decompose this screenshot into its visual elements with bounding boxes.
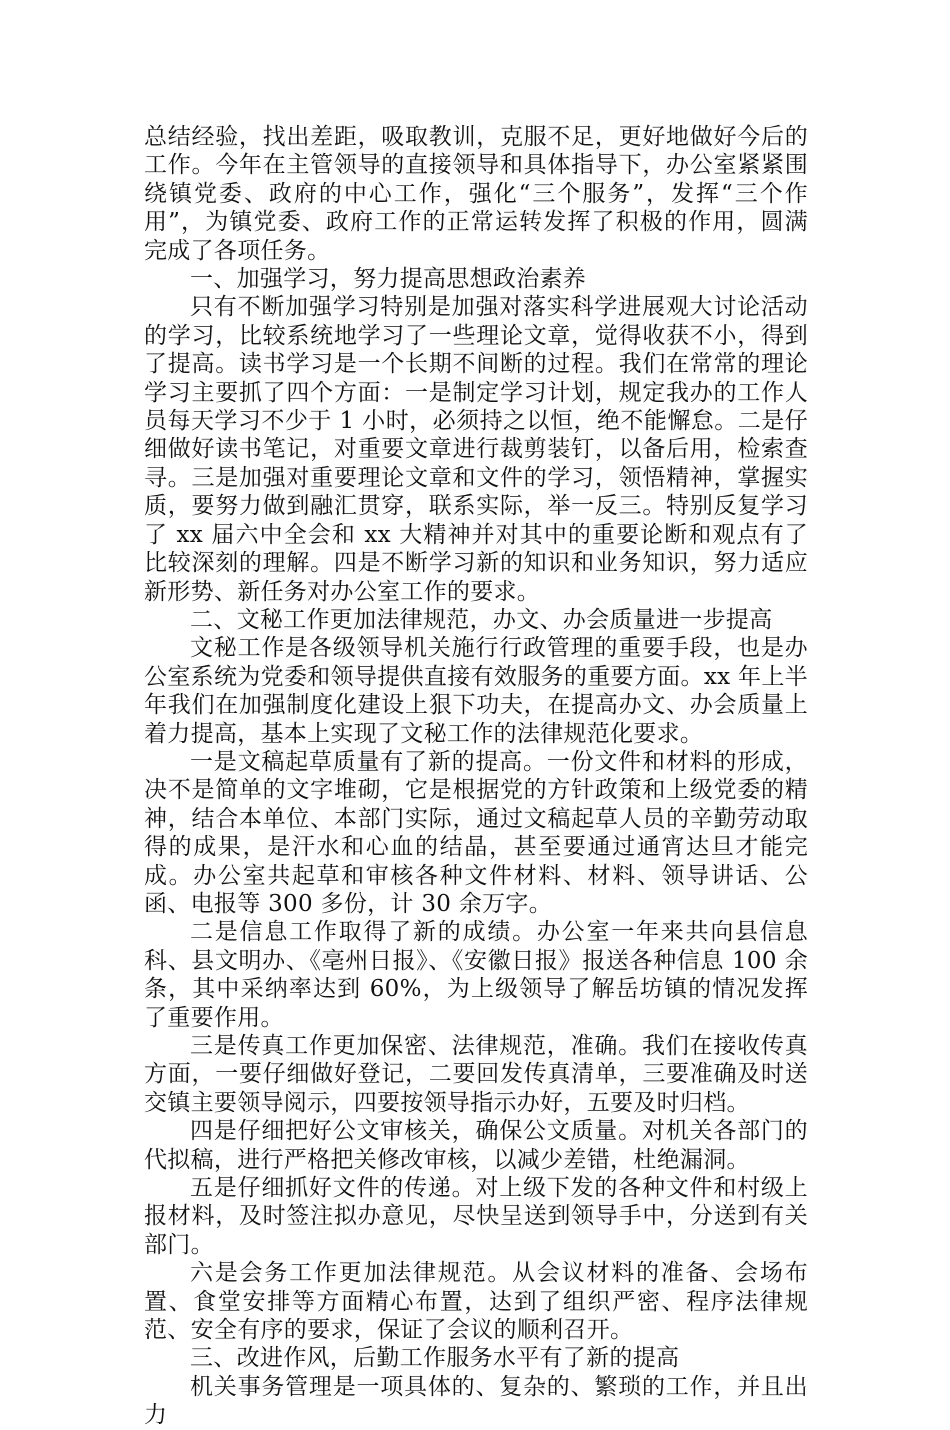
section-heading-2: 二、文秘工作更加法律规范，办文、办会质量进一步提高 (190, 606, 773, 633)
paragraph-secretarial: 文秘工作是各级领导机关施行行政管理的重要手段，也是办公室系统为党委和领导提供直接有效服务的重要方面。xx 年上半年我们在加强制度化建设上狠下功夫，在提高办文、办会质量上着力提高，基本上实现了文秘工作的法律规范化要求。 (144, 635, 808, 747)
paragraph-information: 二是信息工作取得了新的成绩。办公室一年来共向县信息科、县文明办、《亳州日报》、《安徽日报》报送各种信息 100 余条，其中采纳率达到 60%，为上级领导了解岳坊镇的情况发挥了重要作用。 (144, 919, 808, 1031)
section-heading-1: 一、加强学习，努力提高思想政治素养 (190, 266, 587, 293)
document-body (144, 123, 808, 1430)
paragraph-intro: 总结经验，找出差距，吸取教训，克服不足，更好地做好今后的工作。今年在主管领导的直接领导和具体指导下，办公室紧紧围绕镇党委、政府的中心工作，强化“三个服务”，发挥“三个作用”，为镇党委、政府工作的正常运转发挥了积极的作用，圆满完成了各项任务。 (144, 124, 808, 264)
paragraph-study: 只有不断加强学习特别是加强对落实科学进展观大讨论活动的学习，比较系统地学习了一些理论文章，觉得收获不小，得到了提高。读书学习是一个长期不间断的过程。我们在常常的理论学习主要抓了四个方面：一是制定学习计划，规定我办的工作人员每天学习不少于 1 小时，必须持之以恒，绝不能懈怠。二是仔细做好读书笔记，对重要文章进行裁剪装钉，以备后用，检索查寻。三是加强对重要理论文章和文件的学习，领悟精神，掌握实质，要努力做到融汇贯穿，联系实际，举一反三。特别反复学习了 xx 届六中全会和 xx 大精神并对其中的重要论断和观点有了比较深刻的理解。四是不断学习新的知识和业务知识，努力适应新形势、新任务对办公室工作的要求。 (144, 294, 808, 605)
paragraph-logistics: 机关事务管理是一项具体的、复杂的、繁琐的工作，并且出力 (144, 1373, 808, 1429)
paragraph-meetings: 六是会务工作更加法律规范。从会议材料的准备、会场布置、食堂安排等方面精心布置，达到了组织严密、程序法律规范、安全有序的要求，保证了会议的顺利召开。 (144, 1260, 808, 1344)
paragraph-transmission: 五是仔细抓好文件的传递。对上级下发的各种文件和村级上报材料，及时签注拟办意见，尽快呈送到领导手中，分送到有关部门。 (144, 1175, 808, 1258)
paragraph-review: 四是仔细把好公文审核关，确保公文质量。对机关各部门的代拟稿，进行严格把关修改审核，以减少差错，杜绝漏洞。 (144, 1118, 808, 1173)
paragraph-fax: 三是传真工作更加保密、法律规范，准确。我们在接收传真方面，一要仔细做好登记，二要回发传真清单，三要准确及时送交镇主要领导阅示，四要按领导指示办好，五要及时归档。 (144, 1033, 808, 1116)
section-heading-3: 三、改进作风，后勤工作服务水平有了新的提高 (190, 1345, 680, 1372)
paragraph-drafting: 一是文稿起草质量有了新的提高。一份文件和材料的形成，决不是简单的文字堆砌，它是根据党的方针政策和上级党委的精神，结合本单位、本部门实际，通过文稿起草人员的辛勤劳动取得的成果，是汗水和心血的结晶，甚至要通过通宵达旦才能完成。办公室共起草和审核各种文件材料、材料、领导讲话、公函、电报等 300 多份，计 30 余万字。 (144, 748, 808, 917)
